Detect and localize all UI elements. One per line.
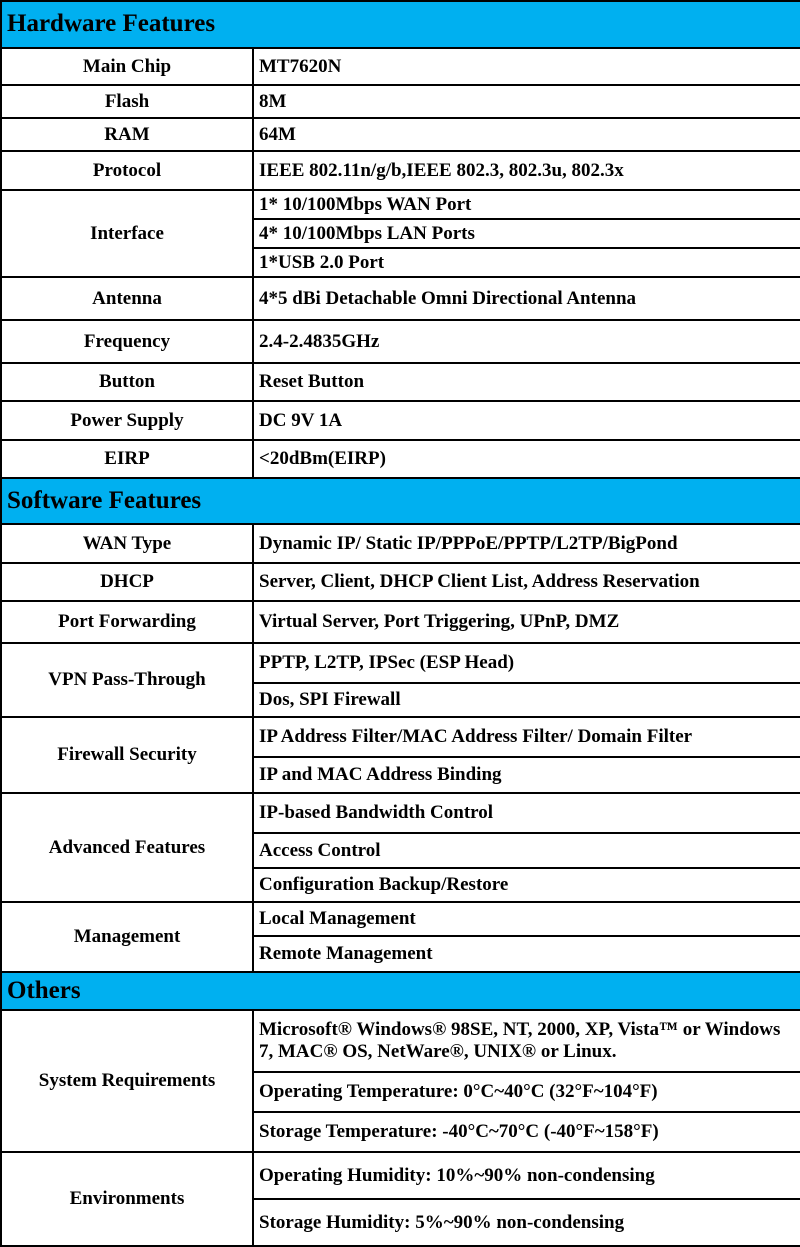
row-label-interface: Interface: [1, 190, 253, 277]
table-row: [1, 440, 800, 478]
table-row: [1, 151, 800, 190]
row-label-system-requirements: System Requirements: [1, 1010, 253, 1152]
row-value-antenna: 4*5 dBi Detachable Omni Directional Antenna: [253, 277, 800, 320]
table-row: [1, 524, 800, 563]
row-value-management-local: Local Management: [253, 902, 800, 936]
row-label-antenna: Antenna: [1, 277, 253, 320]
row-value-interface-wan: 1* 10/100Mbps WAN Port: [253, 190, 800, 219]
row-value-interface-usb: 1*USB 2.0 Port: [253, 248, 800, 277]
section-title-others: Others: [1, 972, 800, 1010]
section-software: [1, 478, 800, 524]
row-value-operating-humidity: Operating Humidity: 10%~90% non-condensing: [253, 1152, 800, 1199]
row-value-storage-temperature: Storage Temperature: -40°C~70°C (-40°F~158°F): [253, 1112, 800, 1152]
section-others: [1, 972, 800, 1010]
row-label-power-supply: Power Supply: [1, 401, 253, 440]
row-value-button: Reset Button: [253, 363, 800, 401]
table-row: [1, 118, 800, 151]
row-value-management-remote: Remote Management: [253, 936, 800, 972]
row-value-ram: 64M: [253, 118, 800, 151]
section-hardware: [1, 1, 800, 48]
table-row: [1, 320, 800, 363]
table-row: [1, 902, 800, 936]
table-row: [1, 401, 800, 440]
row-label-frequency: Frequency: [1, 320, 253, 363]
section-title-hardware: Hardware Features: [1, 1, 800, 48]
row-label-dhcp: DHCP: [1, 563, 253, 601]
table-row: [1, 363, 800, 401]
row-value-frequency: 2.4-2.4835GHz: [253, 320, 800, 363]
row-label-environments: Environments: [1, 1152, 253, 1246]
row-label-protocol: Protocol: [1, 151, 253, 190]
row-label-firewall: Firewall Security: [1, 717, 253, 793]
row-value-advanced-backup: Configuration Backup/Restore: [253, 868, 800, 902]
row-value-advanced-access: Access Control: [253, 833, 800, 868]
table-row: [1, 190, 800, 219]
row-value-operating-temperature: Operating Temperature: 0°C~40°C (32°F~104°F): [253, 1072, 800, 1112]
row-label-main-chip: Main Chip: [1, 48, 253, 85]
table-row: [1, 85, 800, 118]
row-value-vpn-protocols: PPTP, L2TP, IPSec (ESP Head): [253, 643, 800, 683]
row-value-port-forwarding: Virtual Server, Port Triggering, UPnP, DMZ: [253, 601, 800, 643]
table-row: [1, 1010, 800, 1072]
row-value-firewall-filter: IP Address Filter/MAC Address Filter/ Domain Filter: [253, 717, 800, 757]
table-row: [1, 277, 800, 320]
row-value-vpn-firewall: Dos, SPI Firewall: [253, 683, 800, 717]
row-label-vpn: VPN Pass-Through: [1, 643, 253, 717]
table-row: [1, 601, 800, 643]
row-value-protocol: IEEE 802.11n/g/b,IEEE 802.3, 802.3u, 802.3x: [253, 151, 800, 190]
row-value-storage-humidity: Storage Humidity: 5%~90% non-condensing: [253, 1199, 800, 1246]
table-row: [1, 643, 800, 683]
row-value-dhcp: Server, Client, DHCP Client List, Address Reservation: [253, 563, 800, 601]
row-value-flash: 8M: [253, 85, 800, 118]
row-value-power-supply: DC 9V 1A: [253, 401, 800, 440]
row-label-wan-type: WAN Type: [1, 524, 253, 563]
row-label-flash: Flash: [1, 85, 253, 118]
table-row: [1, 793, 800, 833]
table-row: [1, 563, 800, 601]
row-value-wan-type: Dynamic IP/ Static IP/PPPoE/PPTP/L2TP/BigPond: [253, 524, 800, 563]
row-label-eirp: EIRP: [1, 440, 253, 478]
table-row: [1, 48, 800, 85]
row-value-advanced-bandwidth: IP-based Bandwidth Control: [253, 793, 800, 833]
row-label-port-forwarding: Port Forwarding: [1, 601, 253, 643]
row-value-interface-lan: 4* 10/100Mbps LAN Ports: [253, 219, 800, 248]
row-label-management: Management: [1, 902, 253, 972]
row-value-os-support: Microsoft® Windows® 98SE, NT, 2000, XP, Vista™ or Windows 7, MAC® OS, NetWare®, UNIX® or Linux.: [253, 1010, 800, 1072]
row-value-main-chip: MT7620N: [253, 48, 800, 85]
row-label-ram: RAM: [1, 118, 253, 151]
table-row: [1, 1152, 800, 1199]
row-value-firewall-binding: IP and MAC Address Binding: [253, 757, 800, 793]
row-label-button: Button: [1, 363, 253, 401]
row-label-advanced: Advanced Features: [1, 793, 253, 902]
section-title-software: Software Features: [1, 478, 800, 524]
table-row: [1, 717, 800, 757]
row-value-eirp: <20dBm(EIRP): [253, 440, 800, 478]
